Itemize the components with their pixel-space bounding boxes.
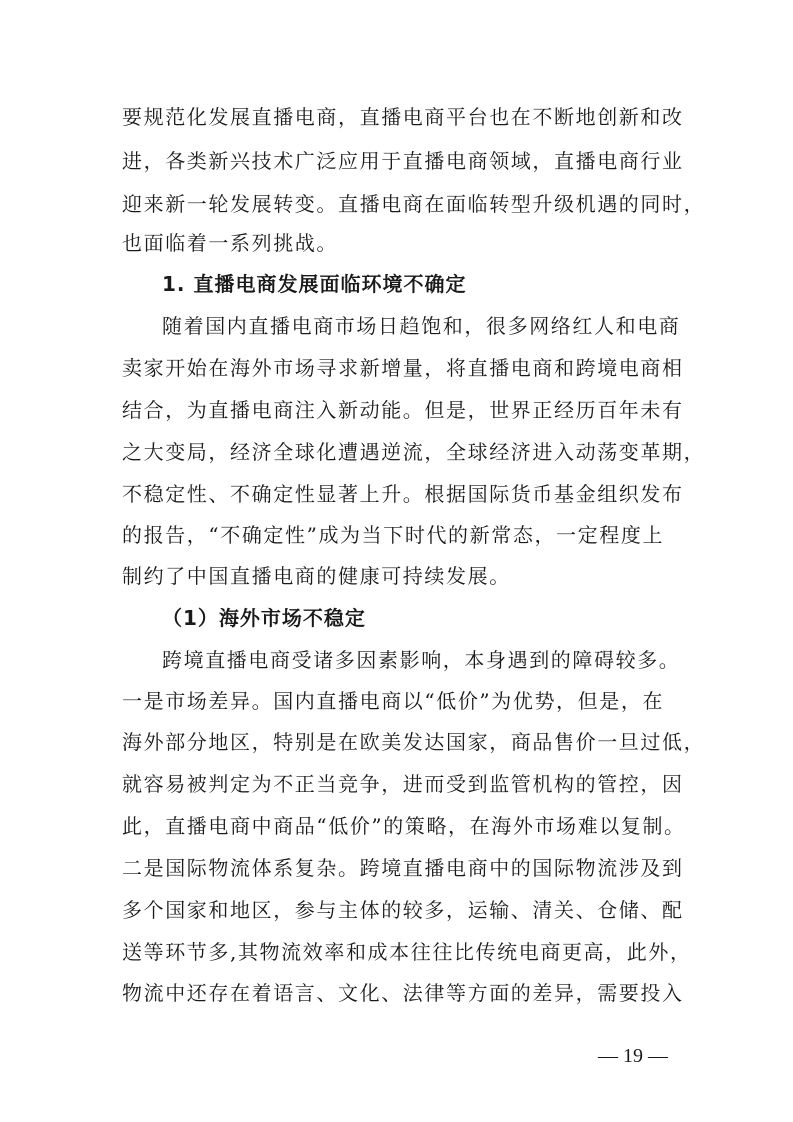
paragraph-line: 结合，为直播电商注入新动能。但是，世界正经历百年未有 <box>122 398 684 422</box>
paragraph-line: 卖家开始在海外市场寻求新增量，将直播电商和跨境电商相 <box>122 356 684 380</box>
paragraph-line: 多个国家和地区，参与主体的较多，运输、清关、仓储、配 <box>122 898 684 922</box>
paragraph-line: 送等环节多,其物流效率和成本往往比传统电商更高，此外， <box>122 940 692 964</box>
paragraph-line: 制约了中国直播电商的健康可持续发展。 <box>122 564 511 588</box>
paragraph-line: 此，直播电商中商品“低价”的策略，在海外市场难以复制。 <box>122 814 686 838</box>
paragraph-line: 要规范化发展直播电商，直播电商平台也在不断地创新和改 <box>122 105 684 129</box>
subsection-heading: （1）海外市场不稳定 <box>162 606 366 630</box>
paragraph-line: 就容易被判定为不正当竞争，进而受到监管机构的管控，因 <box>122 772 684 796</box>
paragraph-line: 二是国际物流体系复杂。跨境直播电商中的国际物流涉及到 <box>122 856 684 880</box>
paragraph-line: 海外部分地区，特别是在欧美发达国家，商品售价一旦过低， <box>122 730 706 754</box>
paragraph-line: 跨境直播电商受诸多因素影响，本身遇到的障碍较多。 <box>162 648 681 672</box>
paragraph-line: 随着国内直播电商市场日趋饱和，很多网络红人和电商 <box>162 314 681 338</box>
paragraph-line: 迎来新一轮发展转变。直播电商在面临转型升级机遇的同时， <box>122 192 706 216</box>
section-heading: 1. 直播电商发展面临环境不确定 <box>162 272 467 296</box>
paragraph-line: 之大变局，经济全球化遭遇逆流，全球经济进入动荡变革期， <box>122 440 706 464</box>
paragraph-line: 进，各类新兴技术广泛应用于直播电商领域，直播电商行业 <box>122 149 684 173</box>
paragraph-line: 的报告，“不确定性”成为当下时代的新常态，一定程度上 <box>122 523 665 547</box>
paragraph-line: 也面临着一系列挑战。 <box>122 231 338 255</box>
paragraph-line: 一是市场差异。国内直播电商以“低价”为优势，但是，在 <box>122 689 665 713</box>
paragraph-line: 不稳定性、不确定性显著上升。根据国际货币基金组织发布 <box>122 482 684 506</box>
page-number: — 19 — <box>598 1045 668 1067</box>
paragraph-line: 物流中还存在着语言、文化、法律等方面的差异，需要投入 <box>122 981 684 1005</box>
